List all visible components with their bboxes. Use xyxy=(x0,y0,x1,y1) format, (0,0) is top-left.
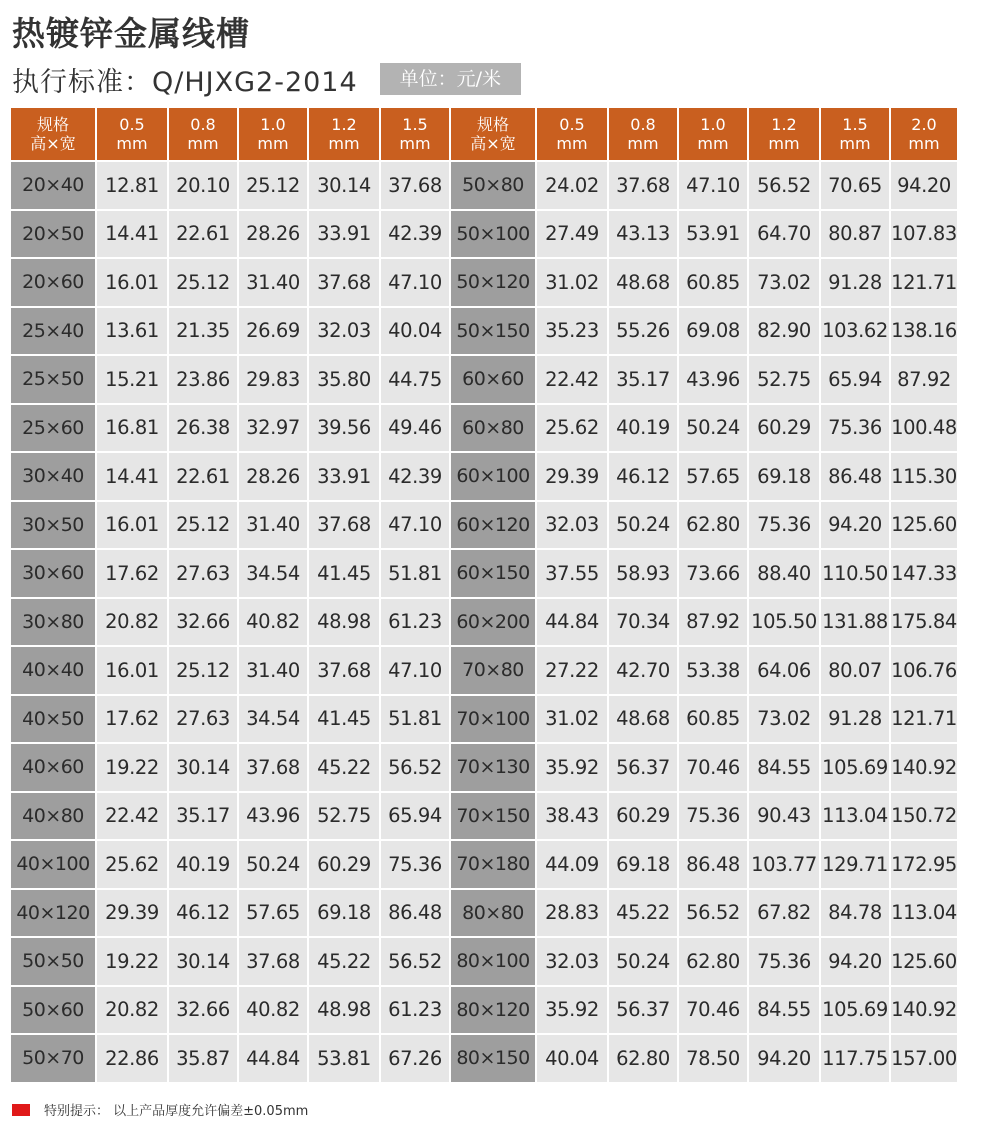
price-cell: 70.46 xyxy=(679,744,747,791)
header-thickness-cell xyxy=(679,108,747,160)
price-cell: 22.42 xyxy=(97,793,167,840)
price-cell: 47.10 xyxy=(381,647,449,694)
price-cell: 73.02 xyxy=(749,696,819,743)
price-cell: 86.48 xyxy=(381,890,449,937)
spec-cell: 25×60 xyxy=(11,405,95,452)
price-cell: 84.78 xyxy=(821,890,889,937)
spec-cell: 80×150 xyxy=(451,1035,535,1082)
price-cell: 14.41 xyxy=(97,211,167,258)
price-cell: 48.98 xyxy=(309,987,379,1034)
price-cell: 46.12 xyxy=(169,890,237,937)
spec-cell: 50×120 xyxy=(451,259,535,306)
header-line-2: mm xyxy=(399,134,431,153)
price-cell: 75.36 xyxy=(749,502,819,549)
price-cell: 75.36 xyxy=(821,405,889,452)
price-cell: 56.37 xyxy=(609,987,677,1034)
price-cell: 94.20 xyxy=(821,502,889,549)
header-line-2: mm xyxy=(697,134,729,153)
price-cell: 80.87 xyxy=(821,211,889,258)
price-cell: 56.52 xyxy=(381,938,449,985)
header-line-1: 1.0 xyxy=(700,115,726,134)
price-cell: 150.72 xyxy=(891,793,957,840)
price-cell: 60.85 xyxy=(679,259,747,306)
price-cell: 157.00 xyxy=(891,1035,957,1082)
header-line-1: 0.8 xyxy=(190,115,216,134)
price-cell: 78.50 xyxy=(679,1035,747,1082)
price-cell: 67.26 xyxy=(381,1035,449,1082)
price-cell: 105.50 xyxy=(749,599,819,646)
spec-cell: 25×40 xyxy=(11,308,95,355)
price-cell: 42.70 xyxy=(609,647,677,694)
price-cell: 12.81 xyxy=(97,162,167,209)
price-cell: 45.22 xyxy=(309,938,379,985)
price-cell: 69.08 xyxy=(679,308,747,355)
price-cell: 41.45 xyxy=(309,550,379,597)
price-cell: 82.90 xyxy=(749,308,819,355)
page-title: 热镀锌金属线槽 xyxy=(12,14,250,53)
price-cell: 60.85 xyxy=(679,696,747,743)
price-cell: 31.02 xyxy=(537,696,607,743)
header-line-1: 规格 xyxy=(36,115,69,134)
price-cell: 31.02 xyxy=(537,259,607,306)
price-cell: 17.62 xyxy=(97,696,167,743)
price-cell: 86.48 xyxy=(679,841,747,888)
price-cell: 25.62 xyxy=(97,841,167,888)
spec-cell: 30×40 xyxy=(11,453,95,500)
price-cell: 75.36 xyxy=(749,938,819,985)
price-cell: 42.39 xyxy=(381,211,449,258)
price-cell: 24.02 xyxy=(537,162,607,209)
price-cell: 138.16 xyxy=(891,308,957,355)
price-cell: 50.24 xyxy=(239,841,307,888)
price-cell: 46.12 xyxy=(609,453,677,500)
spec-cell: 60×120 xyxy=(451,502,535,549)
price-cell: 94.20 xyxy=(891,162,957,209)
price-cell: 50.24 xyxy=(609,502,677,549)
price-cell: 14.41 xyxy=(97,453,167,500)
price-cell: 32.03 xyxy=(309,308,379,355)
price-cell: 42.39 xyxy=(381,453,449,500)
spec-cell: 80×120 xyxy=(451,987,535,1034)
spec-cell: 60×150 xyxy=(451,550,535,597)
price-cell: 73.66 xyxy=(679,550,747,597)
price-cell: 58.93 xyxy=(609,550,677,597)
price-cell: 47.10 xyxy=(679,162,747,209)
price-cell: 34.54 xyxy=(239,696,307,743)
header-line-2: mm xyxy=(328,134,360,153)
price-cell: 69.18 xyxy=(609,841,677,888)
spec-cell: 50×150 xyxy=(451,308,535,355)
price-cell: 37.68 xyxy=(381,162,449,209)
price-cell: 94.20 xyxy=(749,1035,819,1082)
price-cell: 105.69 xyxy=(821,744,889,791)
price-cell: 26.38 xyxy=(169,405,237,452)
price-cell: 30.14 xyxy=(169,938,237,985)
price-cell: 87.92 xyxy=(891,356,957,403)
footnote xyxy=(12,1100,308,1119)
header-line-1: 2.0 xyxy=(911,115,937,134)
price-cell: 22.86 xyxy=(97,1035,167,1082)
price-cell: 31.40 xyxy=(239,647,307,694)
price-cell: 90.43 xyxy=(749,793,819,840)
header-line-2: mm xyxy=(187,134,219,153)
price-cell: 34.54 xyxy=(239,550,307,597)
price-cell: 43.96 xyxy=(679,356,747,403)
price-cell: 51.81 xyxy=(381,696,449,743)
price-cell: 40.04 xyxy=(537,1035,607,1082)
price-cell: 39.56 xyxy=(309,405,379,452)
header-thickness-cell xyxy=(169,108,237,160)
price-cell: 32.03 xyxy=(537,502,607,549)
price-table xyxy=(11,108,957,1082)
price-cell: 20.82 xyxy=(97,987,167,1034)
price-cell: 88.40 xyxy=(749,550,819,597)
spec-cell: 30×60 xyxy=(11,550,95,597)
header-spec-cell xyxy=(11,108,95,160)
price-cell: 19.22 xyxy=(97,744,167,791)
price-cell: 55.26 xyxy=(609,308,677,355)
price-cell: 28.26 xyxy=(239,211,307,258)
header-line-1: 1.2 xyxy=(771,115,797,134)
spec-cell: 60×100 xyxy=(451,453,535,500)
header-line-1: 1.5 xyxy=(842,115,868,134)
price-cell: 41.45 xyxy=(309,696,379,743)
price-cell: 19.22 xyxy=(97,938,167,985)
price-cell: 28.26 xyxy=(239,453,307,500)
footnote-text: 特别提示： 以上产品厚度允许偏差±0.05mm xyxy=(44,1104,309,1119)
price-cell: 103.62 xyxy=(821,308,889,355)
price-cell: 115.30 xyxy=(891,453,957,500)
spec-cell: 50×50 xyxy=(11,938,95,985)
price-cell: 28.83 xyxy=(537,890,607,937)
price-cell: 125.60 xyxy=(891,938,957,985)
spec-cell: 40×100 xyxy=(11,841,95,888)
header-thickness-cell xyxy=(97,108,167,160)
price-cell: 44.84 xyxy=(537,599,607,646)
price-cell: 22.61 xyxy=(169,453,237,500)
spec-cell: 50×100 xyxy=(451,211,535,258)
spec-cell: 50×80 xyxy=(451,162,535,209)
header-thickness-cell xyxy=(891,108,957,160)
price-cell: 113.04 xyxy=(891,890,957,937)
price-cell: 87.92 xyxy=(679,599,747,646)
price-cell: 20.82 xyxy=(97,599,167,646)
price-cell: 25.12 xyxy=(169,502,237,549)
spec-cell: 20×60 xyxy=(11,259,95,306)
header-line-1: 0.8 xyxy=(630,115,656,134)
price-cell: 70.34 xyxy=(609,599,677,646)
price-cell: 35.80 xyxy=(309,356,379,403)
spec-cell: 40×40 xyxy=(11,647,95,694)
price-cell: 56.52 xyxy=(381,744,449,791)
price-cell: 84.55 xyxy=(749,987,819,1034)
price-cell: 37.68 xyxy=(309,647,379,694)
spec-cell: 20×40 xyxy=(11,162,95,209)
price-cell: 31.40 xyxy=(239,259,307,306)
price-cell: 51.81 xyxy=(381,550,449,597)
header-line-2: mm xyxy=(556,134,588,153)
price-cell: 32.03 xyxy=(537,938,607,985)
price-cell: 70.65 xyxy=(821,162,889,209)
price-cell: 125.60 xyxy=(891,502,957,549)
spec-cell: 60×80 xyxy=(451,405,535,452)
price-cell: 91.28 xyxy=(821,696,889,743)
price-cell: 175.84 xyxy=(891,599,957,646)
price-cell: 35.23 xyxy=(537,308,607,355)
price-cell: 103.77 xyxy=(749,841,819,888)
header-thickness-cell xyxy=(609,108,677,160)
price-cell: 47.10 xyxy=(381,259,449,306)
spec-cell: 50×70 xyxy=(11,1035,95,1082)
header-line-1: 1.2 xyxy=(331,115,357,134)
price-cell: 16.01 xyxy=(97,647,167,694)
price-cell: 37.68 xyxy=(609,162,677,209)
price-cell: 105.69 xyxy=(821,987,889,1034)
spec-cell: 80×80 xyxy=(451,890,535,937)
price-cell: 69.18 xyxy=(749,453,819,500)
spec-cell: 70×100 xyxy=(451,696,535,743)
price-cell: 45.22 xyxy=(309,744,379,791)
spec-cell: 70×80 xyxy=(451,647,535,694)
spec-cell: 70×180 xyxy=(451,841,535,888)
price-cell: 48.68 xyxy=(609,259,677,306)
price-cell: 29.83 xyxy=(239,356,307,403)
header-thickness-cell xyxy=(821,108,889,160)
price-cell: 33.91 xyxy=(309,211,379,258)
note-marker-icon xyxy=(12,1104,30,1116)
header-line-1: 规格 xyxy=(476,115,509,134)
header-thickness-cell xyxy=(537,108,607,160)
standard-label: 执行标准：Q/HJXG2-2014 xyxy=(12,66,358,98)
price-cell: 47.10 xyxy=(381,502,449,549)
price-cell: 31.40 xyxy=(239,502,307,549)
price-cell: 73.02 xyxy=(749,259,819,306)
price-cell: 84.55 xyxy=(749,744,819,791)
header-line-1: 0.5 xyxy=(119,115,145,134)
spec-cell: 40×120 xyxy=(11,890,95,937)
price-cell: 117.75 xyxy=(821,1035,889,1082)
price-cell: 64.70 xyxy=(749,211,819,258)
spec-cell: 60×60 xyxy=(451,356,535,403)
price-cell: 113.04 xyxy=(821,793,889,840)
price-cell: 62.80 xyxy=(609,1035,677,1082)
price-cell: 48.98 xyxy=(309,599,379,646)
price-cell: 17.62 xyxy=(97,550,167,597)
price-cell: 62.80 xyxy=(679,938,747,985)
price-cell: 35.92 xyxy=(537,987,607,1034)
price-cell: 94.20 xyxy=(821,938,889,985)
price-cell: 20.10 xyxy=(169,162,237,209)
header-line-2: mm xyxy=(257,134,289,153)
price-cell: 65.94 xyxy=(381,793,449,840)
header-line-1: 1.0 xyxy=(260,115,286,134)
price-cell: 32.66 xyxy=(169,987,237,1034)
price-cell: 45.22 xyxy=(609,890,677,937)
spec-cell: 30×50 xyxy=(11,502,95,549)
price-cell: 60.29 xyxy=(609,793,677,840)
spec-cell: 40×50 xyxy=(11,696,95,743)
price-cell: 110.50 xyxy=(821,550,889,597)
price-cell: 140.92 xyxy=(891,987,957,1034)
header-thickness-cell xyxy=(239,108,307,160)
price-cell: 40.19 xyxy=(169,841,237,888)
price-cell: 70.46 xyxy=(679,987,747,1034)
price-cell: 65.94 xyxy=(821,356,889,403)
price-cell: 25.12 xyxy=(169,259,237,306)
header-line-2: mm xyxy=(839,134,871,153)
spec-cell: 20×50 xyxy=(11,211,95,258)
price-cell: 53.38 xyxy=(679,647,747,694)
price-cell: 100.48 xyxy=(891,405,957,452)
price-cell: 22.42 xyxy=(537,356,607,403)
price-cell: 32.66 xyxy=(169,599,237,646)
price-cell: 69.18 xyxy=(309,890,379,937)
price-cell: 15.21 xyxy=(97,356,167,403)
price-cell: 13.61 xyxy=(97,308,167,355)
price-cell: 37.68 xyxy=(239,938,307,985)
price-cell: 121.71 xyxy=(891,259,957,306)
price-cell: 16.01 xyxy=(97,259,167,306)
price-cell: 56.52 xyxy=(679,890,747,937)
price-cell: 21.35 xyxy=(169,308,237,355)
price-cell: 44.09 xyxy=(537,841,607,888)
price-cell: 52.75 xyxy=(309,793,379,840)
spec-cell: 70×130 xyxy=(451,744,535,791)
price-cell: 43.96 xyxy=(239,793,307,840)
price-cell: 172.95 xyxy=(891,841,957,888)
price-cell: 16.81 xyxy=(97,405,167,452)
header-line-2: mm xyxy=(116,134,148,153)
price-cell: 75.36 xyxy=(679,793,747,840)
price-cell: 30.14 xyxy=(309,162,379,209)
price-cell: 22.61 xyxy=(169,211,237,258)
price-cell: 48.68 xyxy=(609,696,677,743)
spec-cell: 30×80 xyxy=(11,599,95,646)
price-cell: 60.29 xyxy=(309,841,379,888)
header-line-2: 高×宽 xyxy=(470,134,516,153)
header-line-2: mm xyxy=(627,134,659,153)
price-cell: 32.97 xyxy=(239,405,307,452)
price-cell: 106.76 xyxy=(891,647,957,694)
price-cell: 131.88 xyxy=(821,599,889,646)
price-cell: 62.80 xyxy=(679,502,747,549)
price-cell: 29.39 xyxy=(537,453,607,500)
header-line-1: 1.5 xyxy=(402,115,428,134)
price-cell: 35.17 xyxy=(609,356,677,403)
price-cell: 35.87 xyxy=(169,1035,237,1082)
price-cell: 16.01 xyxy=(97,502,167,549)
price-cell: 37.68 xyxy=(239,744,307,791)
price-cell: 38.43 xyxy=(537,793,607,840)
price-cell: 44.84 xyxy=(239,1035,307,1082)
header-spec-cell xyxy=(451,108,535,160)
price-cell: 121.71 xyxy=(891,696,957,743)
unit-badge: 单位：元/米 xyxy=(380,63,521,95)
price-cell: 56.37 xyxy=(609,744,677,791)
price-cell: 25.62 xyxy=(537,405,607,452)
price-cell: 44.75 xyxy=(381,356,449,403)
spec-cell: 80×100 xyxy=(451,938,535,985)
price-cell: 52.75 xyxy=(749,356,819,403)
price-cell: 75.36 xyxy=(381,841,449,888)
price-cell: 40.19 xyxy=(609,405,677,452)
header-line-2: mm xyxy=(908,134,940,153)
price-cell: 40.82 xyxy=(239,599,307,646)
spec-cell: 40×60 xyxy=(11,744,95,791)
header-thickness-cell xyxy=(309,108,379,160)
price-cell: 60.29 xyxy=(749,405,819,452)
price-cell: 50.24 xyxy=(679,405,747,452)
price-cell: 27.63 xyxy=(169,696,237,743)
price-cell: 27.63 xyxy=(169,550,237,597)
price-cell: 67.82 xyxy=(749,890,819,937)
spec-cell: 50×60 xyxy=(11,987,95,1034)
price-cell: 40.82 xyxy=(239,987,307,1034)
standard-row xyxy=(12,60,521,98)
price-cell: 91.28 xyxy=(821,259,889,306)
price-cell: 57.65 xyxy=(239,890,307,937)
price-cell: 29.39 xyxy=(97,890,167,937)
price-cell: 35.17 xyxy=(169,793,237,840)
price-cell: 107.83 xyxy=(891,211,957,258)
price-cell: 53.81 xyxy=(309,1035,379,1082)
price-cell: 61.23 xyxy=(381,987,449,1034)
header-line-1: 0.5 xyxy=(559,115,585,134)
price-cell: 50.24 xyxy=(609,938,677,985)
price-cell: 30.14 xyxy=(169,744,237,791)
price-cell: 56.52 xyxy=(749,162,819,209)
price-cell: 49.46 xyxy=(381,405,449,452)
header-thickness-cell xyxy=(749,108,819,160)
price-cell: 53.91 xyxy=(679,211,747,258)
price-cell: 35.92 xyxy=(537,744,607,791)
price-cell: 37.68 xyxy=(309,502,379,549)
price-cell: 27.22 xyxy=(537,647,607,694)
price-cell: 64.06 xyxy=(749,647,819,694)
price-cell: 129.71 xyxy=(821,841,889,888)
spec-cell: 25×50 xyxy=(11,356,95,403)
price-cell: 147.33 xyxy=(891,550,957,597)
price-cell: 23.86 xyxy=(169,356,237,403)
price-cell: 37.68 xyxy=(309,259,379,306)
price-cell: 25.12 xyxy=(169,647,237,694)
price-cell: 140.92 xyxy=(891,744,957,791)
price-cell: 80.07 xyxy=(821,647,889,694)
header-line-2: 高×宽 xyxy=(30,134,76,153)
price-cell: 25.12 xyxy=(239,162,307,209)
price-cell: 43.13 xyxy=(609,211,677,258)
price-cell: 86.48 xyxy=(821,453,889,500)
price-cell: 57.65 xyxy=(679,453,747,500)
price-cell: 37.55 xyxy=(537,550,607,597)
price-cell: 26.69 xyxy=(239,308,307,355)
header-thickness-cell xyxy=(381,108,449,160)
spec-cell: 70×150 xyxy=(451,793,535,840)
price-cell: 33.91 xyxy=(309,453,379,500)
spec-cell: 60×200 xyxy=(451,599,535,646)
price-cell: 27.49 xyxy=(537,211,607,258)
price-cell: 61.23 xyxy=(381,599,449,646)
spec-cell: 40×80 xyxy=(11,793,95,840)
price-cell: 40.04 xyxy=(381,308,449,355)
header-line-2: mm xyxy=(768,134,800,153)
